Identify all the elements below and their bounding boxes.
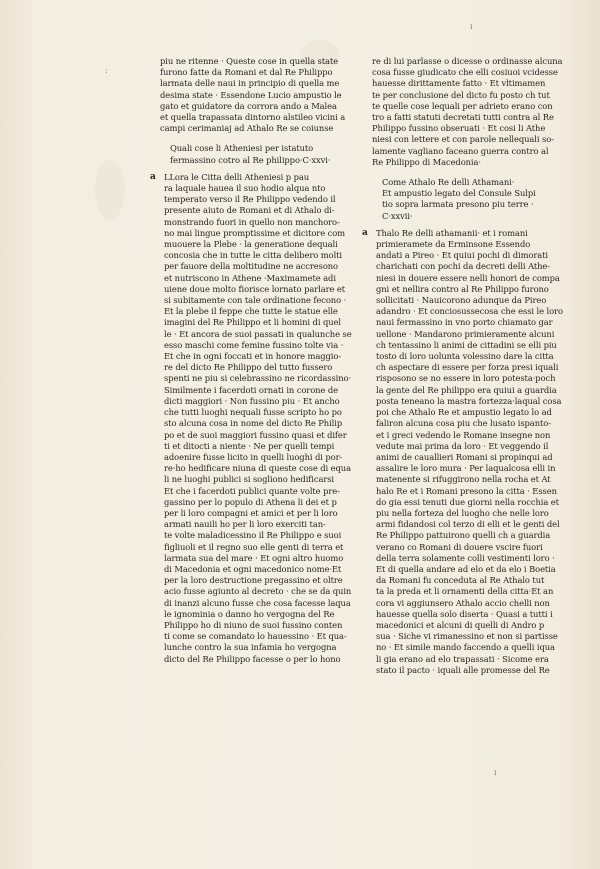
text-line: ti come se comandato lo hauessino · Et qua- [164,631,347,642]
text-line: Thalo Re delli athamanii· et i romani [376,227,528,238]
text-line: te per conclusione del dicto fu posto ch tut [372,89,550,100]
chapter-guide-letter: a [150,171,156,182]
text-line: gassino per lo populo di Athena li dei et p [164,496,337,507]
text-line: le ignominia o danno ho vergogna del Re [164,608,335,619]
text-line: sto alcuna cosa in nome del dicto Re Philip [164,418,343,429]
text-line: monstrando fuori in quello non manchoro- [164,216,340,227]
heading-line: tio sopra larmata presono piu terre · [382,199,534,210]
text-line: muouere la Plebe · la generatione dequali [164,239,338,250]
text-line: sollicitati · Nauicorono adunque da Pireo [376,295,547,306]
text-line: charichati con pochi da decreti delli Athe- [376,261,551,272]
paper-stain [95,160,125,220]
text-line: gato et guidatore da corrora ando a Malea [160,100,337,111]
text-line: Similmente i facerdoti ornati in corone de [164,384,338,395]
text-line: esso maschi come femine fussino tolte via · [164,339,344,350]
text-line: gni et nellira contro al Re Philippo furono [376,283,549,294]
margin-mark: : [105,66,108,75]
heading-line: Quali cose li Atheniesi per istatuto [170,143,314,154]
text-line: Re Philippo pattuirono quelli ch a guardia [376,530,551,541]
text-line: li gia erano ad elo trapassati · Sicome era [376,653,549,664]
text-line: Re Philippo di Macedonia· [372,156,481,167]
text-line: piu ne ritenne · Queste cose in quella state [160,56,339,66]
text-line: furono fatte da Romani et dal Re Philippo [160,67,333,78]
text-line: di inanzi alcuno fusse che cosa facesse laqua [164,597,351,608]
text-line: sua · Siche vi rimanessino et non si partisse [376,631,558,642]
right-column [362,56,582,676]
text-line: cosa fusse giudicato che elli cosiuoi vcidesse [372,67,558,78]
heading-line: fermassino cotro al Re philippo·C·xxvi· [170,154,331,165]
text-line: concosia che in tutte le citta delibero molti [164,250,342,261]
text-line: adandro · Et conciosussecosa che essi le loro [376,306,563,317]
text-line: ra laquale hauea il suo hodio alqua nto [164,183,326,194]
text-line: halo Re et i Romani presono la citta · Essen [376,485,557,496]
text-line: armati nauili ho per li loro exerciti tan- [164,519,326,530]
margin-mark: ı [494,768,497,777]
text-line: della terra solamente colli vestimenti loro · [376,552,555,563]
text-line: et nutriscono in Athene ·Maximamete adi [164,272,336,283]
text-line: posta teneano la mastra fortezza·laqual cosa [376,395,562,406]
text-line: risposono se no essere in loro potesta·poch [376,373,556,384]
heading-line: C·xxvii· [382,210,413,221]
heading-line: Come Athalo Re delli Athamani· [382,177,515,188]
text-line: re del dicto Re Philippo del tutto fussero [164,362,333,373]
text-line: re di lui parlasse o dicesse o ordinasse alcuna [372,56,563,66]
text-line: acio fusse agiunto al decreto · che se da quin [164,586,352,597]
right-column-top-text [372,56,582,168]
text-line: piu nella forteza del luogho che nelle loro [376,507,549,518]
chapter-body-xxvii [362,227,582,676]
text-line: naui fermassino in vno porto chiamato gar [376,317,553,328]
text-line: tro a fatti statuti decretati tutti contra al Re [372,112,554,123]
text-line: ti et ditocti a niente · Ne per quelli tempi [164,440,335,451]
text-line: hauesse dirittamente fatto · Et vltimamen [372,78,546,89]
text-line: matenente si rifuggirono nella rocha et At [376,474,551,485]
chapter-heading-xxvi [160,143,365,165]
text-line: te volte maladicessino il Re Philippo e suoi [164,530,342,541]
text-line: no · Et simile mando faccendo a quelli iqua [376,642,555,653]
text-line: poi che Athalo Re et ampustio legato lo ad [376,407,552,418]
text-line: uellone · Mandarono primieramente alcuni [376,328,555,339]
text-line: per li loro compagni et amici et per li loro [164,507,338,518]
text-line: adoenire fusse licito in quelli luoghi di por- [164,451,343,462]
text-line: Philippo fussino obseruati · Et cosi li Athe [372,123,546,134]
text-line: spenti ne piu si celebrassino ne ricordassino· [164,373,352,384]
text-line: primieramete da Erminsone Essendo [376,239,531,250]
text-line: faliron alcuna cosa piu che lusato ispanto- [376,418,551,429]
text-line: re·ho hedificare niuna di queste cose di equa [164,463,351,474]
text-line: macedonici et alcuni di quelli di Andro p [376,619,545,630]
text-line: Et che i facerdoti publici quante volte pre- [164,485,340,496]
heading-line: Et ampustio legato del Consule Sulpi [382,188,536,199]
text-line: verano co Romani di douere vscire fuori [376,541,543,552]
text-line: desima state · Essendone Lucio ampustio le [160,89,342,100]
text-line: lamente vagliano faceano guerra contro al [372,145,549,156]
text-line: assalire le loro mura · Per laqualcosa elli in [376,463,556,474]
chapter-body-xxvi [150,171,365,665]
text-line: ch tentassino li animi de cittadini se elli piu [376,339,557,350]
left-column [150,56,365,665]
text-line: la gente del Re philippo era quiui a guardia [376,384,557,395]
text-line: Et di quella andare ad elo et da elo i Boetia [376,563,556,574]
text-line: hauesse quella solo diserta · Quasi a tutti i [376,608,553,619]
text-line: cora vi aggiunsero Athalo accio chelli non [376,597,550,608]
text-line: po et de suoi maggiori fussino quasi et difer [164,429,347,440]
text-line: et quella trapassata dintorno alstileo vicini a [160,112,346,123]
text-line: vedute mai prima da loro · Et veggendo il [376,440,549,451]
text-line: presente aiuto de Romani et di Athalo di- [164,205,335,216]
text-line: Et che in ogni foccati et in honore maggio- [164,351,342,362]
text-line: no mai lingue promptissime et dicitore com [164,227,345,238]
text-line: li ne luoghi publici si sogliono hedificarsi [164,474,335,485]
text-line: animi de cauallieri Romani si propinqui ad [376,451,553,462]
text-line: tosto di loro uolunta volessino dare la citta [376,351,554,362]
left-column-top-text [160,56,365,134]
text-line: andati a Pireo · Et quiui pochi di dimorati [376,250,549,261]
text-line: dicti maggiori · Non fussino piu · Et ancho [164,395,340,406]
text-line: di Macedonia et ogni macedonico nome·Et [164,563,342,574]
text-line: le · Et ancora de suoi passati in qualunche se [164,328,352,339]
text-line: armi fidandosi col terzo di elli et le genti del [376,519,560,530]
text-line: larmata sua del mare · Et ogni altro huomo [164,552,344,563]
text-line: per fauore della moltitudine ne accresono [164,261,339,272]
text-line: imagini del Re Philippo et li homini di quel [164,317,341,328]
text-line: ta la preda et li ornamenti della citta·Et an [376,586,554,597]
text-line: larmata delle naui in principio di quella me [160,78,340,89]
text-line: uiene doue molto fiorisce lornato parlare et [164,283,346,294]
text-line: stato il pacto · iquali alle promesse del Re [376,664,550,675]
chapter-guide-letter: a [362,227,368,238]
text-line: dicto del Re Philippo facesse o per lo hono [164,653,341,664]
text-line: niesi in douere essere nelli honori de compa [376,272,560,283]
text-line: lunche contro la sua infamia ho vergogna [164,642,337,653]
text-line: Philippo ho di niuno de suoi fussino conten [164,619,343,630]
text-line: campi cerimaniaj ad Athalo Re se coiunse [160,123,334,134]
text-line: che tutti luoghi nequali fusse scripto ho po [164,407,342,418]
text-line: niesi con lettere et con parole nellequali so- [372,134,554,145]
text-line: Et la plebe il feppe che tutte le statue elle [164,306,338,317]
text-line: temperato verso il Re Philippo vedendo il [164,194,336,205]
chapter-heading-xxvii [372,177,582,222]
text-line: ch aspectare di essere per forza presi iquali [376,362,559,373]
text-line: da Romani fu conceduta al Re Athalo tut [376,575,545,586]
text-line: do gia essi tenuti due giorni nella rocchia et [376,496,559,507]
margin-mark: ı [470,22,473,31]
text-line: te quelle cose lequali per adrieto erano con [372,100,553,111]
text-line: si subitamente con tale ordinatione fecono · [164,295,347,306]
text-line: LLora le Citta delli Atheniesi p pau [164,171,310,182]
text-line: figliuoli et il regno suo elle genti di terra et [164,541,344,552]
text-line: et i greci vedendo le Romane insegne non [376,429,551,440]
text-line: per la loro destructione pregassino et oltre [164,575,343,586]
